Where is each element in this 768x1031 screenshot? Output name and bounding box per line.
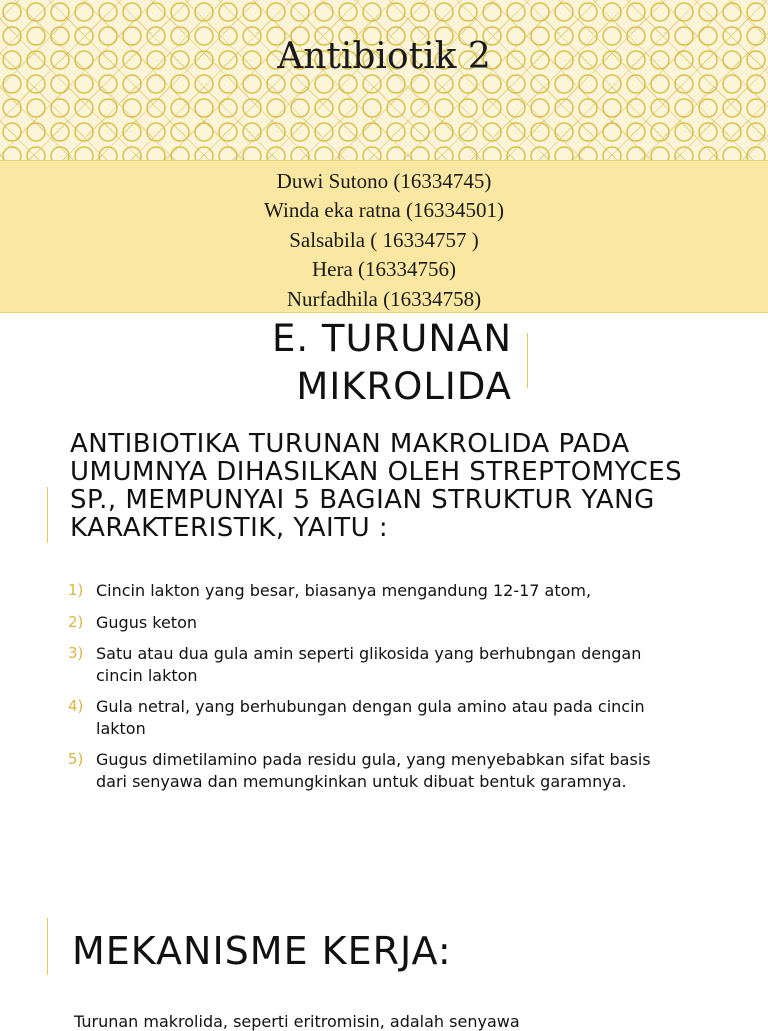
list-item-text: Cincin lakton yang besar, biasanya mengandung 12-17 atom,	[96, 581, 592, 600]
list-number: 4)	[68, 697, 84, 715]
list-number: 2)	[68, 612, 84, 631]
section-title: MEKANISME KERJA:	[72, 929, 452, 973]
author-name: Salsabila ( 16334757 )	[289, 227, 479, 252]
section-title-line-1: E. TURUNAN	[271, 317, 512, 360]
list-item-text: Gugus dimetilamino pada residu gula, yang menyebabkan sifat basis dari senyawa dan memungkinkan untuk dibuat bentuk garamnya.	[96, 750, 651, 791]
list-item	[68, 643, 668, 686]
body-text: Turunan makrolida, seperti eritromisin, adalah senyawa	[74, 1012, 520, 1031]
paragraph-heading: ANTIBIOTIKA TURUNAN MAKROLIDA PADA UMUMNYA DIHASILKAN OLEH STREPTOMYCES SP., MEMPUNYAI 5 BAGIAN STRUKTUR YANG KARAKTERISTIK, YAITU :	[70, 429, 683, 543]
accent-bar	[47, 487, 48, 543]
list-item	[68, 612, 668, 634]
author-name: Nurfadhila (16334758)	[286, 286, 482, 311]
characteristics-list	[68, 580, 668, 802]
accent-bar	[47, 918, 48, 975]
list-number: 3)	[68, 644, 84, 662]
list-item	[68, 696, 668, 739]
list-number: 5)	[68, 750, 84, 768]
list-item-text: Gugus keton	[96, 612, 197, 632]
list-item	[68, 580, 668, 602]
list-item-text: Satu atau dua gula amin seperti glikosida yang berhubngan dengan cincin lakton	[96, 644, 642, 685]
list-item-text: Gula netral, yang berhubungan dengan gula amino atau pada cincin lakton	[96, 697, 645, 738]
list-number: 1)	[68, 581, 84, 599]
section-title-line-2: MIKROLIDA	[296, 365, 512, 408]
author-name: Winda eka ratna (16334501)	[264, 198, 504, 223]
slide-title: Antibiotik 2	[277, 36, 491, 77]
author-name: Duwi Sutono (16334745)	[276, 169, 492, 193]
author-name: Hera (16334756)	[311, 257, 457, 282]
authors-box	[0, 160, 768, 313]
list-item	[68, 749, 668, 792]
decorative-pattern-banner	[0, 0, 768, 160]
accent-bar	[527, 333, 528, 388]
